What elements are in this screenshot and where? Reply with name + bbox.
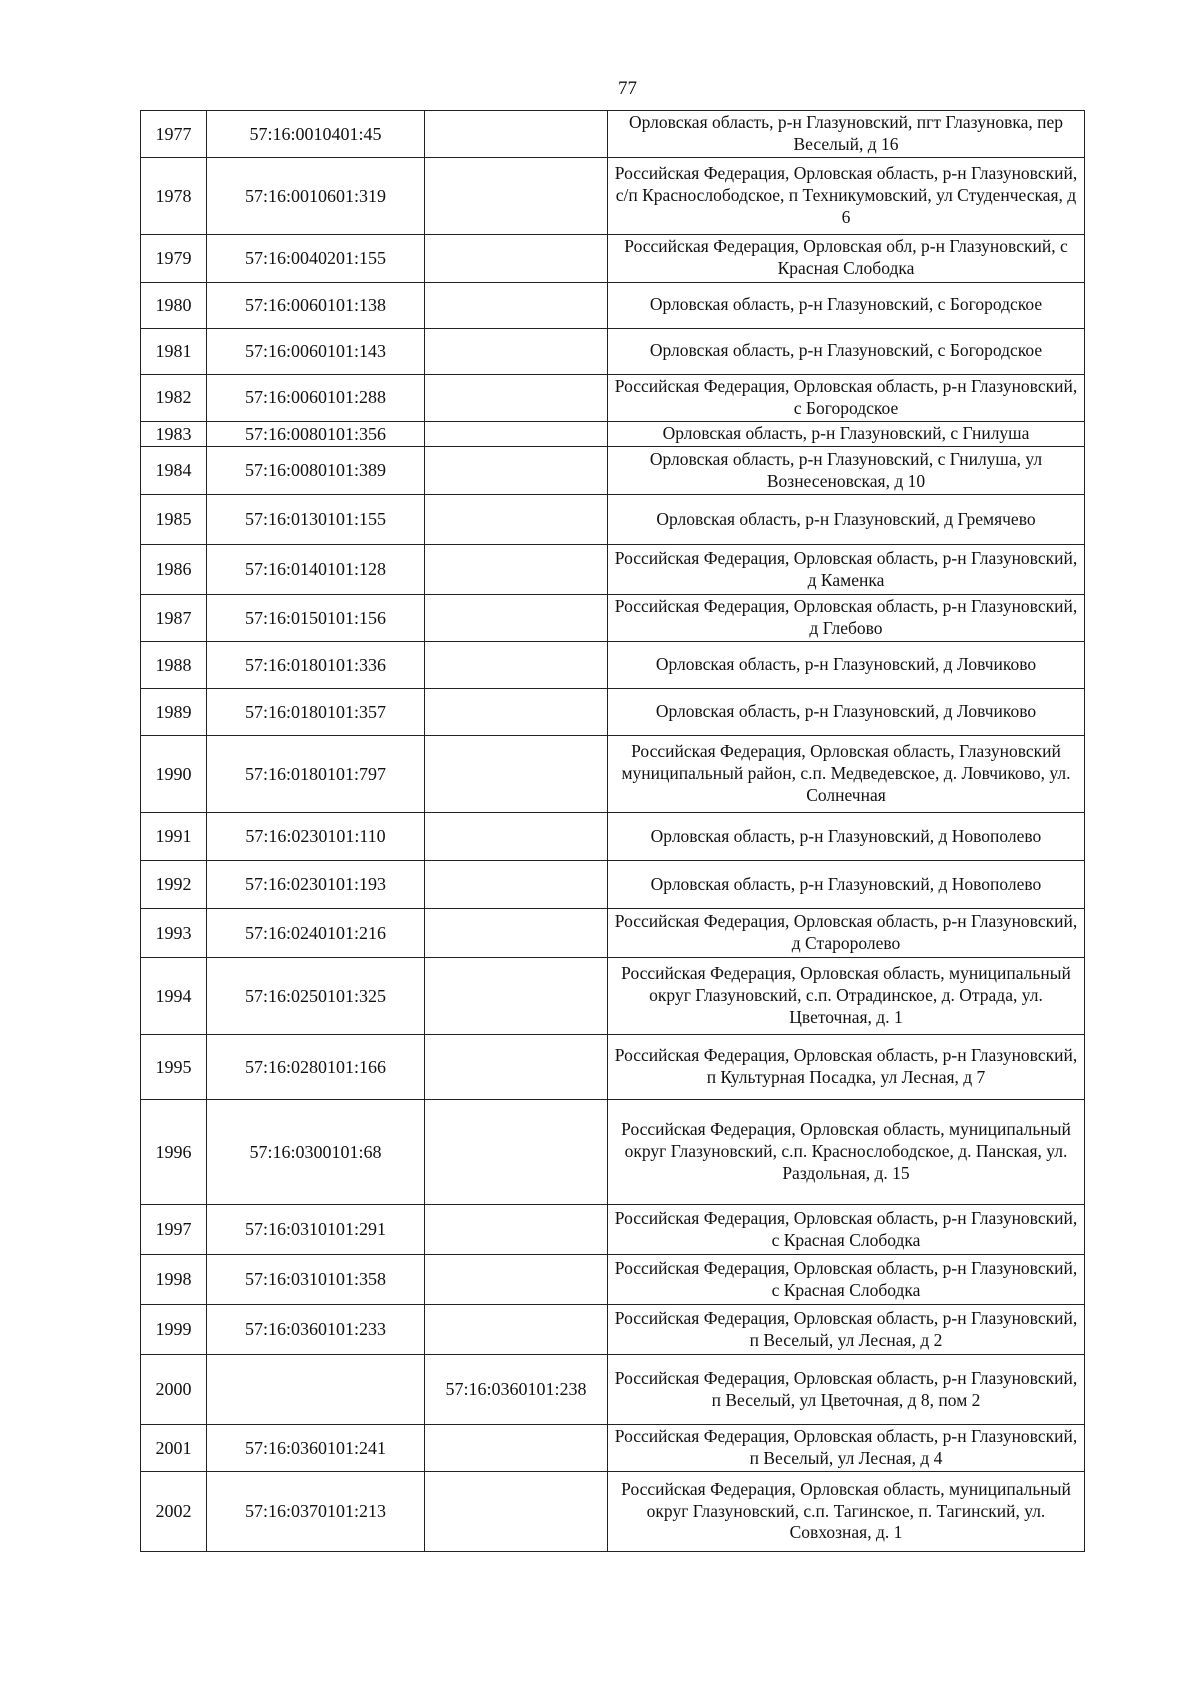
table-row: [141, 1472, 1085, 1552]
row-number: 1991: [141, 813, 207, 861]
related-cadastral-number: [425, 1425, 608, 1472]
table-row: [141, 1355, 1085, 1425]
related-cadastral-number: [425, 958, 608, 1035]
row-number: 1996: [141, 1100, 207, 1205]
cadastral-number: 57:16:0250101:325: [207, 958, 425, 1035]
related-cadastral-number: [425, 642, 608, 689]
address: Российская Федерация, Орловская область, р-н Глазуновский, с Красная Слободка: [608, 1205, 1085, 1255]
address: Российская Федерация, Орловская область, р-н Глазуновский, с Красная Слободка: [608, 1255, 1085, 1305]
table-row: [141, 447, 1085, 495]
related-cadastral-number: [425, 861, 608, 909]
address: Орловская область, р-н Глазуновский, пгт Глазуновка, пер Веселый, д 16: [608, 111, 1085, 158]
related-cadastral-number: [425, 689, 608, 736]
row-number: 1994: [141, 958, 207, 1035]
table-row: [141, 689, 1085, 736]
row-number: 1986: [141, 545, 207, 595]
address: Орловская область, р-н Глазуновский, д Новополево: [608, 861, 1085, 909]
address: Орловская область, р-н Глазуновский, с Богородское: [608, 328, 1085, 374]
address: Орловская область, р-н Глазуновский, с Гнилуша: [608, 421, 1085, 447]
related-cadastral-number: [425, 1255, 608, 1305]
related-cadastral-number: [425, 1305, 608, 1355]
cadastral-number: 57:16:0360101:241: [207, 1425, 425, 1472]
table-row: [141, 958, 1085, 1035]
cadastral-number: 57:16:0010601:319: [207, 157, 425, 234]
address: Орловская область, р-н Глазуновский, д Ловчиково: [608, 689, 1085, 736]
table-row: [141, 111, 1085, 158]
related-cadastral-number: [425, 157, 608, 234]
address: Орловская область, р-н Глазуновский, с Гнилуша, ул Вознесеновская, д 10: [608, 447, 1085, 495]
table-row: [141, 909, 1085, 958]
table-row: [141, 595, 1085, 642]
table-row: [141, 282, 1085, 328]
address: Российская Федерация, Орловская область, р-н Глазуновский, д Глебово: [608, 595, 1085, 642]
related-cadastral-number: [425, 328, 608, 374]
address: Российская Федерация, Орловская область, муниципальный округ Глазуновский, с.п. Краснослободское, д. Панская, ул. Раздольная, д. 15: [608, 1100, 1085, 1205]
cadastral-number: [207, 1355, 425, 1425]
cadastral-number: 57:16:0240101:216: [207, 909, 425, 958]
cadastral-number: 57:16:0300101:68: [207, 1100, 425, 1205]
cadastral-number: 57:16:0130101:155: [207, 495, 425, 545]
row-number: 1987: [141, 595, 207, 642]
related-cadastral-number: [425, 909, 608, 958]
table-row: [141, 495, 1085, 545]
row-number: 1997: [141, 1205, 207, 1255]
address: Российская Федерация, Орловская обл, р-н Глазуновский, с Красная Слободка: [608, 234, 1085, 282]
row-number: 1979: [141, 234, 207, 282]
cadastral-number: 57:16:0010401:45: [207, 111, 425, 158]
row-number: 1984: [141, 447, 207, 495]
cadastral-number: 57:16:0060101:138: [207, 282, 425, 328]
address: Российская Федерация, Орловская область, р-н Глазуновский, п Культурная Посадка, ул Лесная, д 7: [608, 1035, 1085, 1100]
related-cadastral-number: [425, 813, 608, 861]
cadastral-number: 57:16:0360101:233: [207, 1305, 425, 1355]
cadastral-number: 57:16:0370101:213: [207, 1472, 425, 1552]
related-cadastral-number: [425, 1035, 608, 1100]
cadastral-number: 57:16:0180101:797: [207, 736, 425, 813]
row-number: 2001: [141, 1425, 207, 1472]
related-cadastral-number: [425, 736, 608, 813]
row-number: 1982: [141, 374, 207, 421]
address: Российская Федерация, Орловская область, р-н Глазуновский, с/п Краснослободское, п Техникумовский, ул Студенческая, д 6: [608, 157, 1085, 234]
row-number: 1983: [141, 421, 207, 447]
table-row: [141, 1035, 1085, 1100]
table-body: [141, 111, 1085, 1552]
cadastral-number: 57:16:0180101:336: [207, 642, 425, 689]
cadastral-number: 57:16:0060101:143: [207, 328, 425, 374]
table-row: [141, 1100, 1085, 1205]
cadastral-number: 57:16:0230101:110: [207, 813, 425, 861]
cadastral-number: 57:16:0310101:291: [207, 1205, 425, 1255]
row-number: 1999: [141, 1305, 207, 1355]
related-cadastral-number: [425, 1100, 608, 1205]
row-number: 1977: [141, 111, 207, 158]
table-row: [141, 642, 1085, 689]
table-row: [141, 545, 1085, 595]
row-number: 2000: [141, 1355, 207, 1425]
table-row: [141, 736, 1085, 813]
address: Российская Федерация, Орловская область, муниципальный округ Глазуновский, с.п. Отрадинское, д. Отрада, ул. Цветочная, д. 1: [608, 958, 1085, 1035]
row-number: 2002: [141, 1472, 207, 1552]
related-cadastral-number: [425, 595, 608, 642]
related-cadastral-number: [425, 421, 608, 447]
address: Российская Федерация, Орловская область, р-н Глазуновский, д Каменка: [608, 545, 1085, 595]
address: Российская Федерация, Орловская область, р-н Глазуновский, с Богородское: [608, 374, 1085, 421]
cadastral-number: 57:16:0080101:356: [207, 421, 425, 447]
cadastral-number: 57:16:0280101:166: [207, 1035, 425, 1100]
table-row: [141, 1425, 1085, 1472]
cadastral-number: 57:16:0140101:128: [207, 545, 425, 595]
related-cadastral-number: [425, 495, 608, 545]
related-cadastral-number: 57:16:0360101:238: [425, 1355, 608, 1425]
cadastral-number: 57:16:0310101:358: [207, 1255, 425, 1305]
row-number: 1989: [141, 689, 207, 736]
page-number: 77: [618, 78, 637, 99]
address: Российская Федерация, Орловская область, р-н Глазуновский, п Веселый, ул Лесная, д 2: [608, 1305, 1085, 1355]
row-number: 1992: [141, 861, 207, 909]
related-cadastral-number: [425, 234, 608, 282]
row-number: 1981: [141, 328, 207, 374]
address: Российская Федерация, Орловская область, р-н Глазуновский, п Веселый, ул Лесная, д 4: [608, 1425, 1085, 1472]
row-number: 1995: [141, 1035, 207, 1100]
related-cadastral-number: [425, 447, 608, 495]
table-row: [141, 861, 1085, 909]
table-row: [141, 374, 1085, 421]
address: Орловская область, р-н Глазуновский, д Гремячево: [608, 495, 1085, 545]
address: Российская Федерация, Орловская область, Глазуновский муниципальный район, с.п. Медведевское, д. Ловчиково, ул. Солнечная: [608, 736, 1085, 813]
related-cadastral-number: [425, 111, 608, 158]
related-cadastral-number: [425, 282, 608, 328]
row-number: 1993: [141, 909, 207, 958]
table-row: [141, 157, 1085, 234]
row-number: 1978: [141, 157, 207, 234]
table-row: [141, 1305, 1085, 1355]
cadastral-number: 57:16:0230101:193: [207, 861, 425, 909]
address: Российская Федерация, Орловская область, р-н Глазуновский, д Староролево: [608, 909, 1085, 958]
related-cadastral-number: [425, 374, 608, 421]
table-row: [141, 234, 1085, 282]
table-row: [141, 1205, 1085, 1255]
cadastral-number: 57:16:0150101:156: [207, 595, 425, 642]
row-number: 1980: [141, 282, 207, 328]
address: Орловская область, р-н Глазуновский, с Богородское: [608, 282, 1085, 328]
row-number: 1985: [141, 495, 207, 545]
address: Орловская область, р-н Глазуновский, д Новополево: [608, 813, 1085, 861]
address: Российская Федерация, Орловская область, муниципальный округ Глазуновский, с.п. Тагинское, п. Тагинский, ул. Совхозная, д. 1: [608, 1472, 1085, 1552]
property-registry-table: [140, 110, 1085, 1552]
table-row: [141, 1255, 1085, 1305]
cadastral-number: 57:16:0040201:155: [207, 234, 425, 282]
row-number: 1990: [141, 736, 207, 813]
related-cadastral-number: [425, 1472, 608, 1552]
cadastral-number: 57:16:0180101:357: [207, 689, 425, 736]
cadastral-number: 57:16:0080101:389: [207, 447, 425, 495]
address: Орловская область, р-н Глазуновский, д Ловчиково: [608, 642, 1085, 689]
table-row: [141, 421, 1085, 447]
address: Российская Федерация, Орловская область, р-н Глазуновский, п Веселый, ул Цветочная, д 8, пом 2: [608, 1355, 1085, 1425]
table-row: [141, 813, 1085, 861]
row-number: 1998: [141, 1255, 207, 1305]
row-number: 1988: [141, 642, 207, 689]
table-row: [141, 328, 1085, 374]
related-cadastral-number: [425, 545, 608, 595]
related-cadastral-number: [425, 1205, 608, 1255]
cadastral-number: 57:16:0060101:288: [207, 374, 425, 421]
